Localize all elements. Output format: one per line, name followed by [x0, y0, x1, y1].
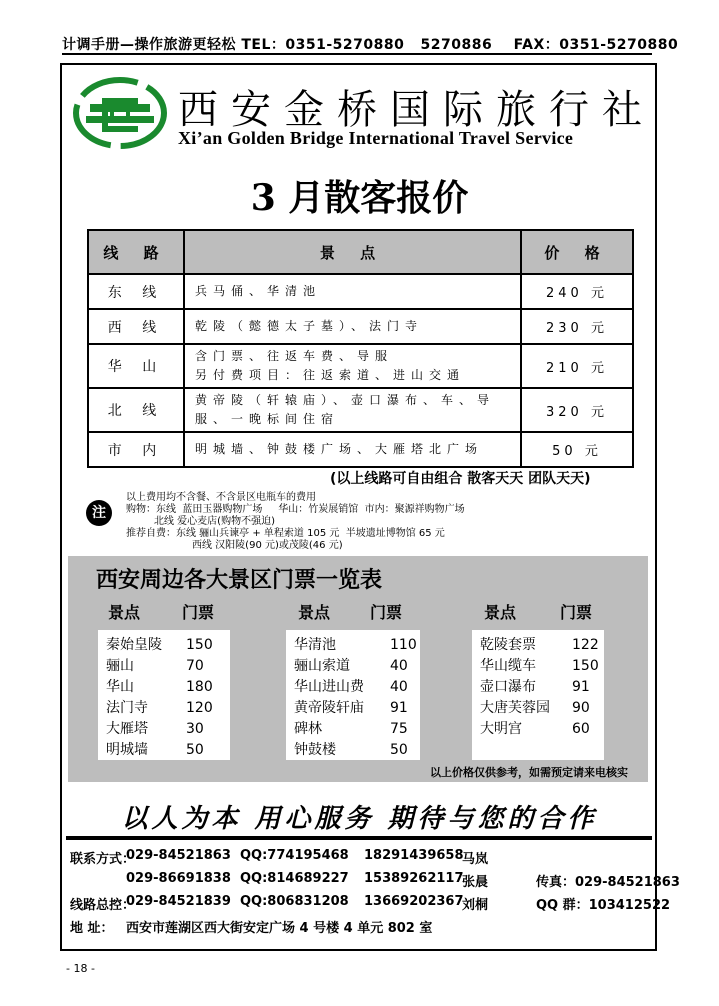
- ticket-group: [472, 630, 604, 760]
- route-name: 华 山: [88, 344, 184, 388]
- ticket-group: [286, 630, 420, 760]
- company-logo: [72, 76, 168, 150]
- list-item: [480, 634, 599, 654]
- ticket-site: 法门寺: [106, 700, 148, 716]
- route-sites: [184, 388, 521, 432]
- contact-qq: QQ:774195468: [240, 848, 349, 863]
- list-item: [294, 739, 408, 759]
- ticket-site: 明城墙: [106, 742, 148, 758]
- ticket-site: 乾陵套票: [480, 637, 536, 653]
- contact-label: 联系方式：: [70, 852, 136, 867]
- list-item: [106, 655, 204, 675]
- list-item: [106, 739, 204, 759]
- route-price: 230 元: [521, 309, 633, 344]
- page-number: - 18 -: [66, 962, 95, 975]
- contact-fax: 传真：029-84521863: [536, 875, 680, 890]
- header-route: 线 路: [88, 230, 184, 274]
- ticket-price: 75: [390, 721, 408, 737]
- list-item: [106, 718, 204, 738]
- site-line: 黄帝陵（轩辕庙）、壶口瀑布、车、导: [195, 393, 496, 407]
- route-sites: [184, 309, 521, 344]
- list-item: [294, 676, 408, 696]
- ticket-price: 150: [572, 658, 599, 674]
- ticket-price: 180: [186, 679, 213, 695]
- ticket-price: 91: [390, 700, 408, 716]
- note-line: 西线 汉阳陵(90 元)或茂陵(46 元): [192, 540, 343, 551]
- list-item: [294, 655, 408, 675]
- ticket-site: 华山: [106, 679, 134, 695]
- table-row: [88, 388, 633, 432]
- site-line: 服、一晚标间住宿: [195, 412, 340, 426]
- ticket-site: 华山进山费: [294, 679, 364, 695]
- route-name: 西 线: [88, 309, 184, 344]
- ticket-site: 大雁塔: [106, 721, 148, 737]
- site-line: 另付费项目：往返索道、进山交通: [195, 368, 466, 382]
- list-item: [294, 697, 408, 717]
- site-line: 含门票、往返车费、导服: [195, 349, 394, 363]
- note-line: 购物：东线 蓝田玉器购物广场 华山：竹炭展销馆 市内：聚源祥购物广场: [126, 504, 465, 515]
- ticket-site: 骊山索道: [294, 658, 350, 674]
- ticket-price: 70: [186, 658, 204, 674]
- ticket-site: 钟鼓楼: [294, 742, 336, 758]
- col-head-site: 景点: [484, 603, 517, 622]
- ticket-price: 40: [390, 658, 408, 674]
- list-item: [106, 676, 213, 696]
- col-head-price: 门票: [182, 603, 215, 622]
- list-item: [106, 634, 213, 654]
- col-head-site: 景点: [298, 603, 331, 622]
- site-line: 乾陵（懿德太子墓）、法门寺: [195, 319, 424, 333]
- ticket-price: 30: [186, 721, 204, 737]
- address-label: 地 址：: [70, 921, 114, 936]
- contact-tel: 029-84521863: [126, 848, 231, 863]
- combo-note: (以上线路可自由组合 散客天天 团队天天): [330, 471, 591, 487]
- header-divider: [62, 53, 652, 55]
- site-line: 兵马俑、华清池: [195, 284, 322, 298]
- route-name: 北 线: [88, 388, 184, 432]
- route-price: 210 元: [521, 344, 633, 388]
- list-item: [294, 634, 417, 654]
- contact-person: 刘桐: [462, 898, 489, 913]
- route-price: 50 元: [521, 432, 633, 467]
- ticket-price: 91: [572, 679, 590, 695]
- header-price: 价 格: [521, 230, 633, 274]
- list-item: [480, 718, 590, 738]
- ticket-price: 110: [390, 637, 417, 653]
- page-title: 3 月散客报价: [250, 177, 469, 219]
- ticket-site: 华清池: [294, 637, 336, 653]
- table-row: [88, 274, 633, 309]
- route-sites: [184, 432, 521, 467]
- contact-person: 马岚: [462, 852, 489, 867]
- page-header: 计调手册—操作旅游更轻松 TEL：0351-5270880 5270886 FAX：0351-5270880: [62, 37, 679, 53]
- ticket-price: 50: [390, 742, 408, 758]
- route-name: 市 内: [88, 432, 184, 467]
- slogan: 以人为本 用心服务 期待与您的合作: [121, 804, 598, 834]
- route-price: 320 元: [521, 388, 633, 432]
- header-sites: 景 点: [184, 230, 521, 274]
- table-row: [88, 344, 633, 388]
- route-name: 东 线: [88, 274, 184, 309]
- price-table-header: [88, 230, 633, 274]
- route-sites: [184, 344, 521, 388]
- ticket-price: 150: [186, 637, 213, 653]
- ticket-price: 120: [186, 700, 213, 716]
- list-item: [106, 697, 213, 717]
- slogan-divider: [66, 836, 652, 840]
- note-line: 北线 爱心麦店(购物不强迫): [154, 516, 275, 527]
- ticket-group: [98, 630, 230, 760]
- ops-label: 线路总控：: [70, 898, 136, 913]
- col-head-price: 门票: [560, 603, 593, 622]
- col-head-site: 景点: [108, 603, 141, 622]
- ticket-price: 50: [186, 742, 204, 758]
- ticket-price: 90: [572, 700, 590, 716]
- contact-person: 张晨: [462, 875, 489, 890]
- ticket-site: 大唐芙蓉园: [480, 700, 550, 716]
- company-name-en: Xi’an Golden Bridge International Travel Service: [178, 128, 574, 148]
- ticket-site: 大明宫: [480, 721, 522, 737]
- contact-qq: QQ:806831208: [240, 894, 349, 909]
- company-name-cn: 西安金桥国际旅行社: [178, 87, 655, 133]
- ticket-price: 122: [572, 637, 599, 653]
- route-price: 240 元: [521, 274, 633, 309]
- ticket-site: 骊山: [106, 658, 134, 674]
- site-line: 明城墙、钟鼓楼广场、大雁塔北广场: [195, 442, 484, 456]
- route-sites: [184, 274, 521, 309]
- ticket-site: 秦始皇陵: [106, 637, 162, 653]
- contact-tel: 029-84521839: [126, 894, 231, 909]
- contact-mobile: 18291439658: [364, 848, 464, 863]
- list-item: [480, 655, 599, 675]
- table-row: [88, 309, 633, 344]
- list-item: [480, 676, 590, 696]
- ticket-site: 黄帝陵轩庙: [294, 700, 364, 716]
- list-item: [294, 718, 408, 738]
- note-line: 推荐自费：东线 骊山兵谏亭 + 单程索道 105 元 半坡遗址博物馆 65 元: [126, 528, 445, 539]
- ticket-price: 60: [572, 721, 590, 737]
- contact-mobile: 13669202367: [364, 894, 464, 909]
- list-item: [480, 697, 590, 717]
- col-head-price: 门票: [370, 603, 403, 622]
- contact-tel: 029-86691838: [126, 871, 231, 886]
- price-table: [87, 229, 634, 468]
- table-row: [88, 432, 633, 467]
- ticket-panel-note: 以上价格仅供参考，如需预定请来电核实: [430, 766, 628, 779]
- ticket-panel-title: 西安周边各大景区门票一览表: [96, 568, 383, 593]
- contact-mobile: 15389262117: [364, 871, 464, 886]
- ticket-site: 华山缆车: [480, 658, 536, 674]
- ticket-site: 壶口瀑布: [480, 679, 536, 695]
- note-badge: 注: [86, 500, 112, 526]
- address-value: 西安市莲湖区西大街安定广场 4 号楼 4 单元 802 室: [126, 921, 433, 936]
- contact-qq-group: QQ 群：103412522: [536, 898, 671, 913]
- note-line: 以上费用均不含餐、不含景区电瓶车的费用: [126, 492, 316, 503]
- ticket-site: 碑林: [294, 721, 322, 737]
- ticket-price: 40: [390, 679, 408, 695]
- contact-qq: QQ:814689227: [240, 871, 349, 886]
